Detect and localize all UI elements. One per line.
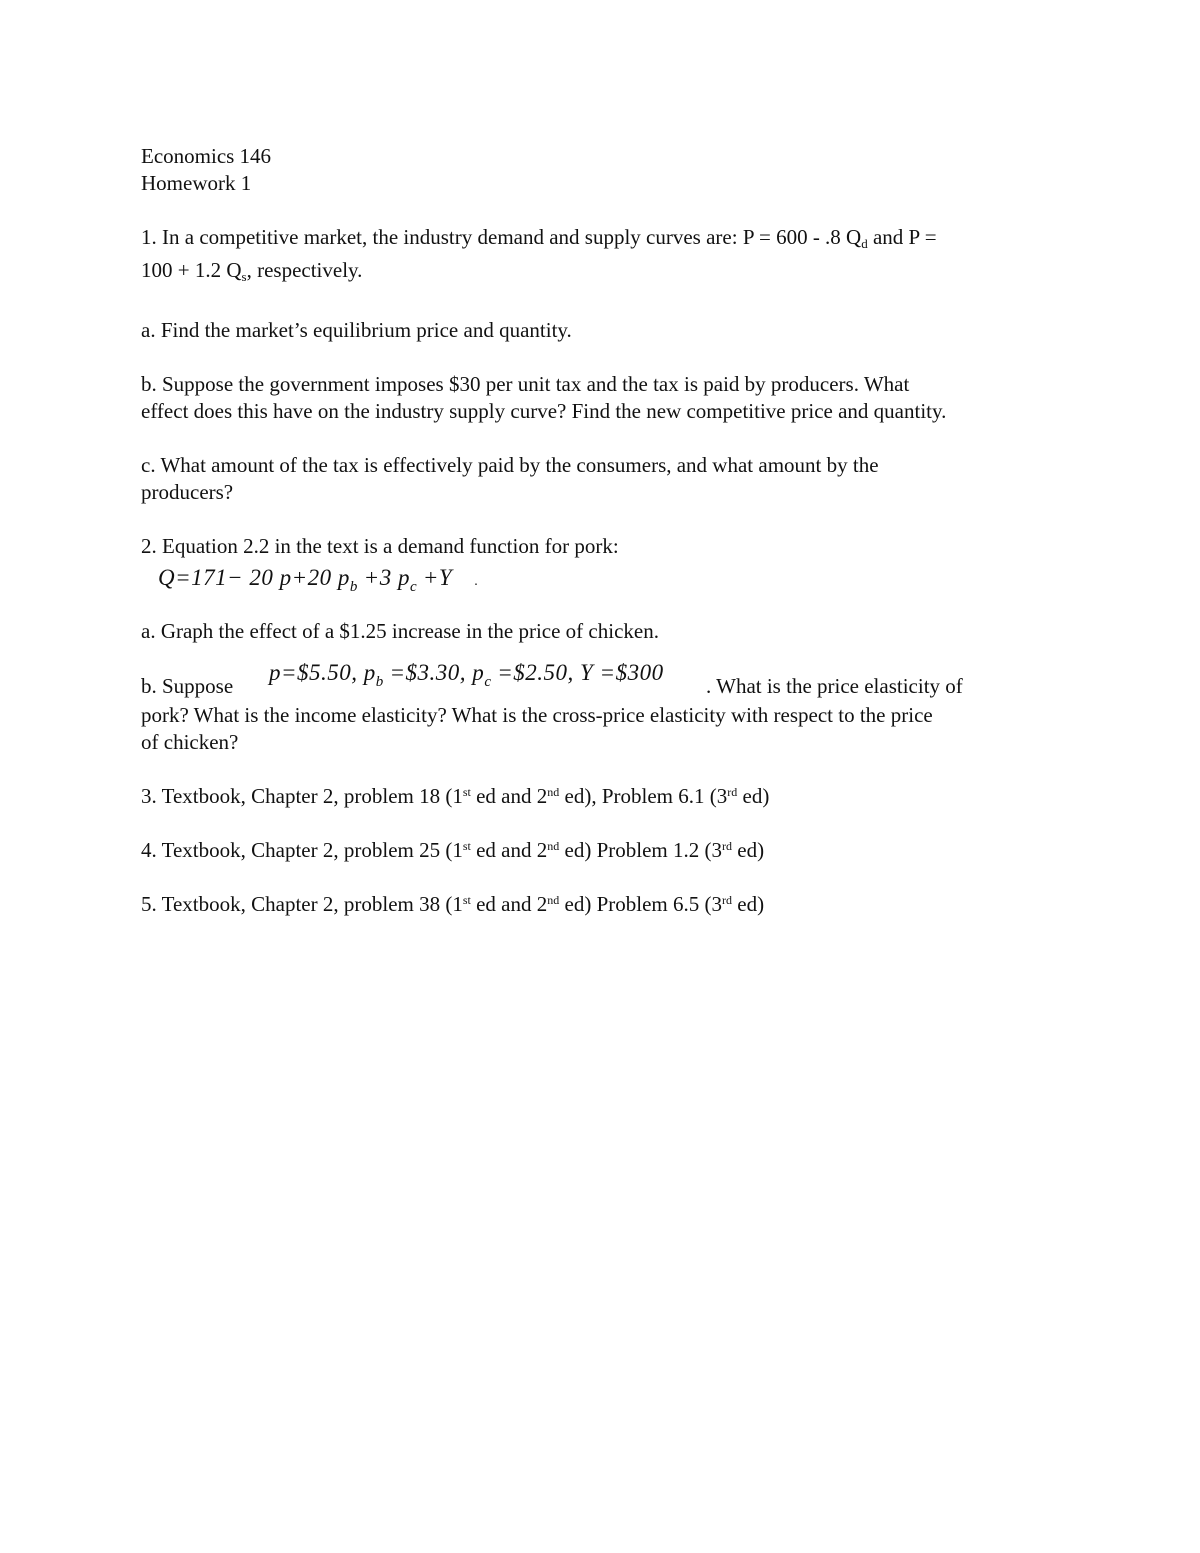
course-title: Economics 146	[141, 144, 272, 168]
q2b-sub-b: b	[375, 674, 384, 690]
q4-text-3: ed) Problem 1.2 (3	[559, 838, 722, 862]
q2b-tail: . What is the price elasticity of	[706, 674, 963, 698]
q1-sub-d: d	[861, 236, 868, 251]
assignment-title: Homework 1	[141, 171, 252, 195]
q4-text-4: ed)	[732, 838, 765, 862]
q2b-label: b. Suppose	[141, 674, 234, 698]
q4-text-2: ed and 2	[470, 838, 548, 862]
q1-sub-s: s	[241, 269, 247, 284]
question-3	[141, 783, 1056, 810]
question-4	[141, 837, 1056, 864]
q1-line2-end: , respectively.	[246, 258, 363, 282]
equation-sub-b: b	[349, 579, 358, 595]
question-2-stem: 2. Equation 2.2 in the text is a demand function for pork:	[141, 534, 619, 558]
q4-text-1: 4. Textbook, Chapter 2, problem 25 (1	[141, 838, 463, 862]
question-1b	[141, 371, 1056, 425]
equation-mid: +3 p	[357, 565, 410, 590]
question-1a: a. Find the market’s equilibrium price and quantity.	[141, 318, 572, 342]
q1c-line1: c. What amount of the tax is effectively paid by the consumers, and what amount by the	[141, 453, 879, 477]
q2b-sub-c: c	[484, 674, 491, 690]
q3-ordinal-3: rd	[727, 785, 738, 799]
q5-text-4: ed)	[732, 892, 765, 916]
question-1c	[141, 452, 1056, 506]
q5-text-3: ed) Problem 6.5 (3	[559, 892, 722, 916]
q1b-line1: b. Suppose the government imposes $30 per unit tax and the tax is paid by producers. What	[141, 372, 910, 396]
q3-text-1: 3. Textbook, Chapter 2, problem 18 (1	[141, 784, 463, 808]
q3-text-3: ed), Problem 6.1 (3	[559, 784, 728, 808]
equation-sub-c: c	[409, 579, 417, 595]
q1-intro-text: 1. In a competitive market, the industry demand and supply curves are: P = 600 - .8 Q	[141, 225, 862, 249]
document-page	[141, 143, 1056, 918]
demand-equation	[158, 560, 1056, 598]
q5-ordinal-3: rd	[722, 893, 732, 907]
question-2a: a. Graph the effect of a $1.25 increase in the price of chicken.	[141, 619, 659, 643]
q2b-pc-value: =$2.50, Y =$300	[490, 660, 664, 685]
equation-end: +Y	[416, 565, 453, 590]
question-2b-rest	[141, 702, 1056, 756]
equation-dot: .	[474, 574, 478, 589]
equation-lhs: Q=171− 20 p+20 p	[158, 565, 350, 590]
question-1-stem	[141, 224, 1056, 290]
question-5	[141, 891, 1056, 918]
q3-ordinal-1: st	[462, 785, 471, 799]
q4-ordinal-2: nd	[547, 839, 560, 853]
q5-ordinal-1: st	[462, 893, 471, 907]
q5-ordinal-2: nd	[547, 893, 560, 907]
q3-ordinal-2: nd	[547, 785, 560, 799]
q1c-line2: producers?	[141, 480, 234, 504]
q5-text-1: 5. Textbook, Chapter 2, problem 38 (1	[141, 892, 463, 916]
q5-text-2: ed and 2	[470, 892, 548, 916]
q1b-line2: effect does this have on the industry supply curve? Find the new competitive price and quantity.	[141, 399, 947, 423]
q2b-values-math	[269, 659, 664, 696]
q1-mid-text: and P =	[867, 225, 937, 249]
q2b-line2: pork? What is the income elasticity? What is the cross-price elasticity with respect to the price	[141, 703, 933, 727]
q2b-p-value: p=$5.50, p	[269, 660, 376, 685]
q3-text-4: ed)	[737, 784, 770, 808]
q2b-pb-value: =$3.30, p	[383, 660, 485, 685]
q4-ordinal-1: st	[462, 839, 471, 853]
q3-text-2: ed and 2	[470, 784, 548, 808]
question-2b-line1	[141, 662, 1056, 702]
q4-ordinal-3: rd	[722, 839, 732, 853]
q2b-line3: of chicken?	[141, 730, 239, 754]
q1-line2-start: 100 + 1.2 Q	[141, 258, 242, 282]
